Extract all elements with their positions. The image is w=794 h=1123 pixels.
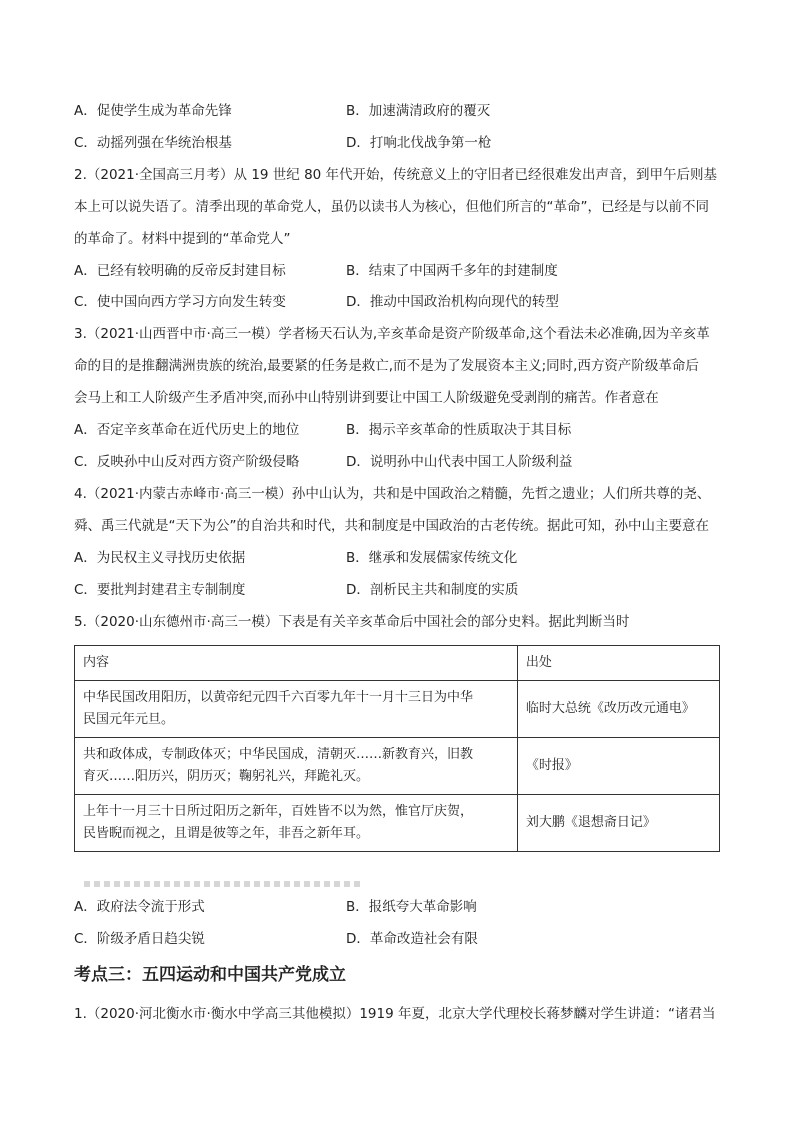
q1-option-d: D．打响北伐战争第一枪 bbox=[346, 135, 492, 151]
q3-option-c: C．反映孙中山反对西方资产阶级侵略 bbox=[74, 454, 300, 470]
table-cell-source: 临时大总统《改历改元通电》 bbox=[517, 681, 719, 738]
q4-option-a: A．为民权主义寻找历史依据 bbox=[74, 550, 246, 566]
q2-option-b: B．结束了中国两千多年的封建制度 bbox=[346, 263, 558, 279]
table-cell-content bbox=[75, 681, 518, 738]
q3-stem-line2: 命的目的是推翻满洲贵族的统治,最要紧的任务是救亡,而不是为了发展资本主义;同时,西方资产阶级革命后 bbox=[74, 358, 699, 374]
cell-line: 共和政体成，专制政体灭；中华民国成，清朝灭……新教育兴，旧教 bbox=[83, 747, 474, 762]
q3-option-a: A．否定辛亥革命在近代历史上的地位 bbox=[74, 422, 300, 438]
cell-line: 民国元年元旦。 bbox=[83, 712, 175, 727]
table-header-content: 内容 bbox=[75, 646, 518, 681]
section-heading: 考点三：五四运动和中国共产党成立 bbox=[74, 965, 346, 985]
q3-stem-line3: 会马上和工人阶级产生矛盾冲突,而孙中山特别讲到要让中国工人阶级避免受剥削的痛苦。作者意在 bbox=[74, 390, 659, 406]
source-table bbox=[74, 645, 720, 852]
q5-option-c: C．阶级矛盾日趋尖锐 bbox=[74, 931, 205, 947]
q2-option-d: D．推动中国政治机构向现代的转型 bbox=[346, 294, 559, 310]
q2-stem-line1: 2.（2021·全国高三月考）从 19 世纪 80 年代开始，传统意义上的守旧者已经很难发出声音，到甲午后则基 bbox=[74, 167, 718, 183]
table-header-row bbox=[75, 646, 720, 681]
q3-stem-line1: 3.（2021·山西晋中市·高三一模）学者杨天石认为,辛亥革命是资产阶级革命,这个看法未必准确,因为辛亥革 bbox=[74, 326, 710, 342]
table-row bbox=[75, 795, 720, 852]
q2-stem-line3: 的革命了。材料中提到的“革命党人” bbox=[74, 231, 291, 247]
q4-option-c: C．要批判封建君主专制制度 bbox=[74, 582, 246, 598]
q3-option-b: B．揭示辛亥革命的性质取决于其目标 bbox=[346, 422, 572, 438]
q4-stem-line2: 舜、禹三代就是“天下为公”的自治共和时代，共和制度是中国政治的古老传统。据此可知，孙中山主要意在 bbox=[74, 518, 709, 534]
q4-stem-line1: 4.（2021·内蒙古赤峰市·高三一模）孙中山认为，共和是中国政治之精髓，先哲之遗业；人们所共尊的尧、 bbox=[74, 486, 711, 502]
q1-option-a: A．促使学生成为革命先锋 bbox=[74, 103, 232, 119]
q5-option-a: A．政府法令流于形式 bbox=[74, 899, 205, 915]
table-row bbox=[75, 738, 720, 795]
table-row bbox=[75, 681, 720, 738]
q1-option-b: B．加速满清政府的覆灭 bbox=[346, 103, 491, 119]
table-header-source: 出处 bbox=[517, 646, 719, 681]
cell-line: 育灭……阳历兴，阴历灭；鞠躬礼兴，拜跪礼灭。 bbox=[83, 769, 370, 784]
cell-line: 中华民国改用阳历，以黄帝纪元四千六百零九年十一月十三日为中华 bbox=[83, 690, 474, 705]
cell-line: 上年十一月三十日所过阳历之新年，百姓皆不以为然，惟官厅庆贺， bbox=[83, 804, 474, 819]
q4-option-d: D．剖析民主共和制度的实质 bbox=[346, 582, 519, 598]
s3-q1-stem-line1: 1.（2020·河北衡水市·衡水中学高三其他模拟）1919 年夏，北京大学代理校长蒋梦麟对学生讲道：“诸君当 bbox=[74, 1006, 716, 1022]
q3-option-d: D．说明孙中山代表中国工人阶级利益 bbox=[346, 454, 573, 470]
q4-option-b: B．继承和发展儒家传统文化 bbox=[346, 550, 518, 566]
faded-text-artifact bbox=[84, 881, 364, 887]
table-cell-content bbox=[75, 738, 518, 795]
cell-line: 民皆睨而视之，且谓是彼等之年，非吾之新年耳。 bbox=[83, 826, 370, 841]
q1-option-c: C．动摇列强在华统治根基 bbox=[74, 135, 232, 151]
q2-option-a: A．已经有较明确的反帝反封建目标 bbox=[74, 263, 286, 279]
q5-option-d: D．革命改造社会有限 bbox=[346, 931, 478, 947]
table-cell-source: 刘大鹏《退想斋日记》 bbox=[517, 795, 719, 852]
q2-option-c: C．使中国向西方学习方向发生转变 bbox=[74, 294, 286, 310]
q5-option-b: B．报纸夸大革命影响 bbox=[346, 899, 477, 915]
table-cell-source: 《时报》 bbox=[517, 738, 719, 795]
q2-stem-line2: 本上可以说失语了。清季出现的革命党人，虽仍以读书人为核心，但他们所言的“革命”，已经是与以前不同 bbox=[74, 199, 709, 215]
table-cell-content bbox=[75, 795, 518, 852]
q5-stem-line1: 5.（2020·山东德州市·高三一模）下表是有关辛亥革命后中国社会的部分史料。据此判断当时 bbox=[74, 614, 630, 630]
